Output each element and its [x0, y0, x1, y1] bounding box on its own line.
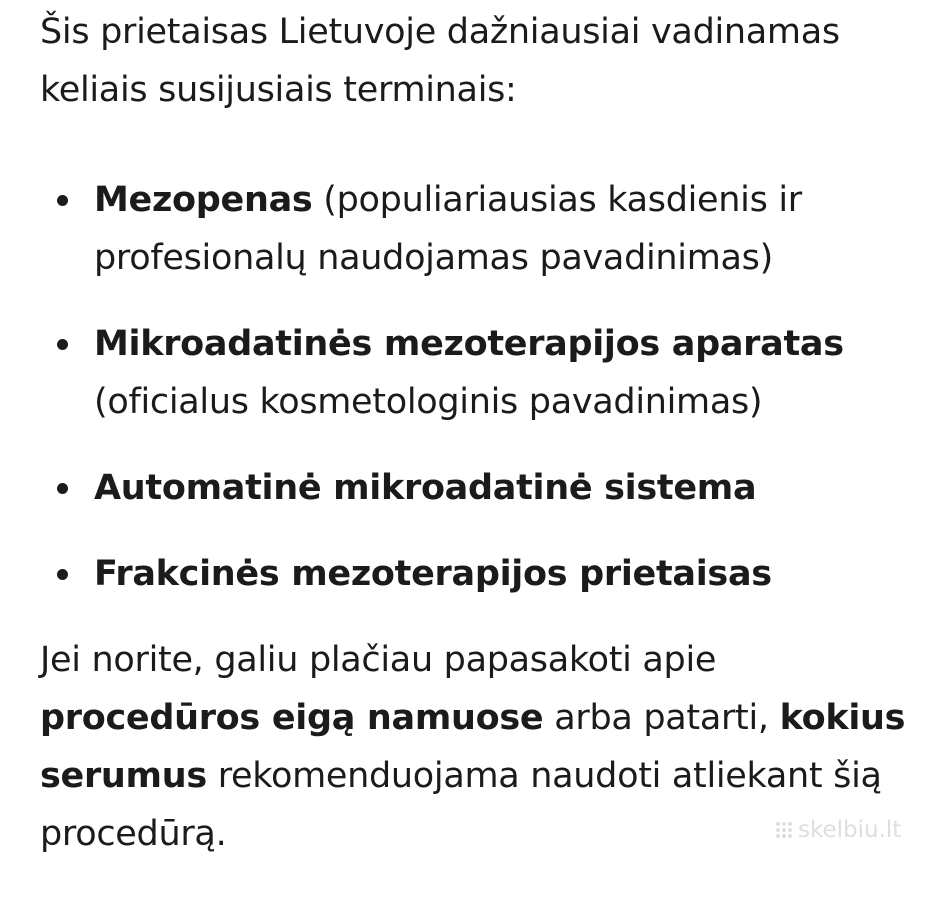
term-name: Mezopenas [94, 180, 313, 220]
watermark-logo-icon [776, 822, 792, 838]
outro-text: arba patarti, [543, 698, 780, 738]
bullet-icon [57, 483, 68, 494]
intro-line-1: Šis prietaisas Lietuvoje dažniausiai vadinamas [40, 12, 840, 52]
outro-bold-which: kokius [779, 698, 906, 738]
outro-bold-procedure: procedūros eigą namuose [40, 698, 544, 738]
term-description-continued: profesionalų naudojamas pavadinimas) [94, 238, 773, 278]
list-item [40, 315, 940, 431]
term-name: Frakcinės mezoterapijos prietaisas [94, 554, 772, 594]
list-item [40, 459, 940, 517]
list-item [40, 171, 940, 287]
outro-text: rekomenduojama naudoti atliekant šią [206, 756, 882, 796]
intro-line-2: keliais susijusiais terminais: [40, 70, 517, 110]
bullet-icon [57, 195, 68, 206]
outro-line-1: Jei norite, galiu plačiau papasakoti apie [40, 640, 717, 680]
outro-line-4: procedūrą. [40, 814, 227, 854]
term-description: (oficialus kosmetologinis pavadinimas) [94, 382, 763, 422]
watermark [776, 817, 901, 843]
intro-paragraph [40, 0, 940, 119]
list-item [40, 545, 940, 603]
term-name: Automatinė mikroadatinė sistema [94, 468, 757, 508]
terms-list [40, 171, 940, 603]
watermark-text: skelbiu.lt [798, 817, 902, 843]
term-description: (populiariausias kasdienis ir [312, 180, 802, 220]
chat-message [40, 0, 940, 863]
bullet-icon [57, 339, 68, 350]
outro-bold-serums: serumus [40, 756, 207, 796]
term-name: Mikroadatinės mezoterapijos aparatas [94, 324, 844, 364]
bullet-icon [57, 569, 68, 580]
